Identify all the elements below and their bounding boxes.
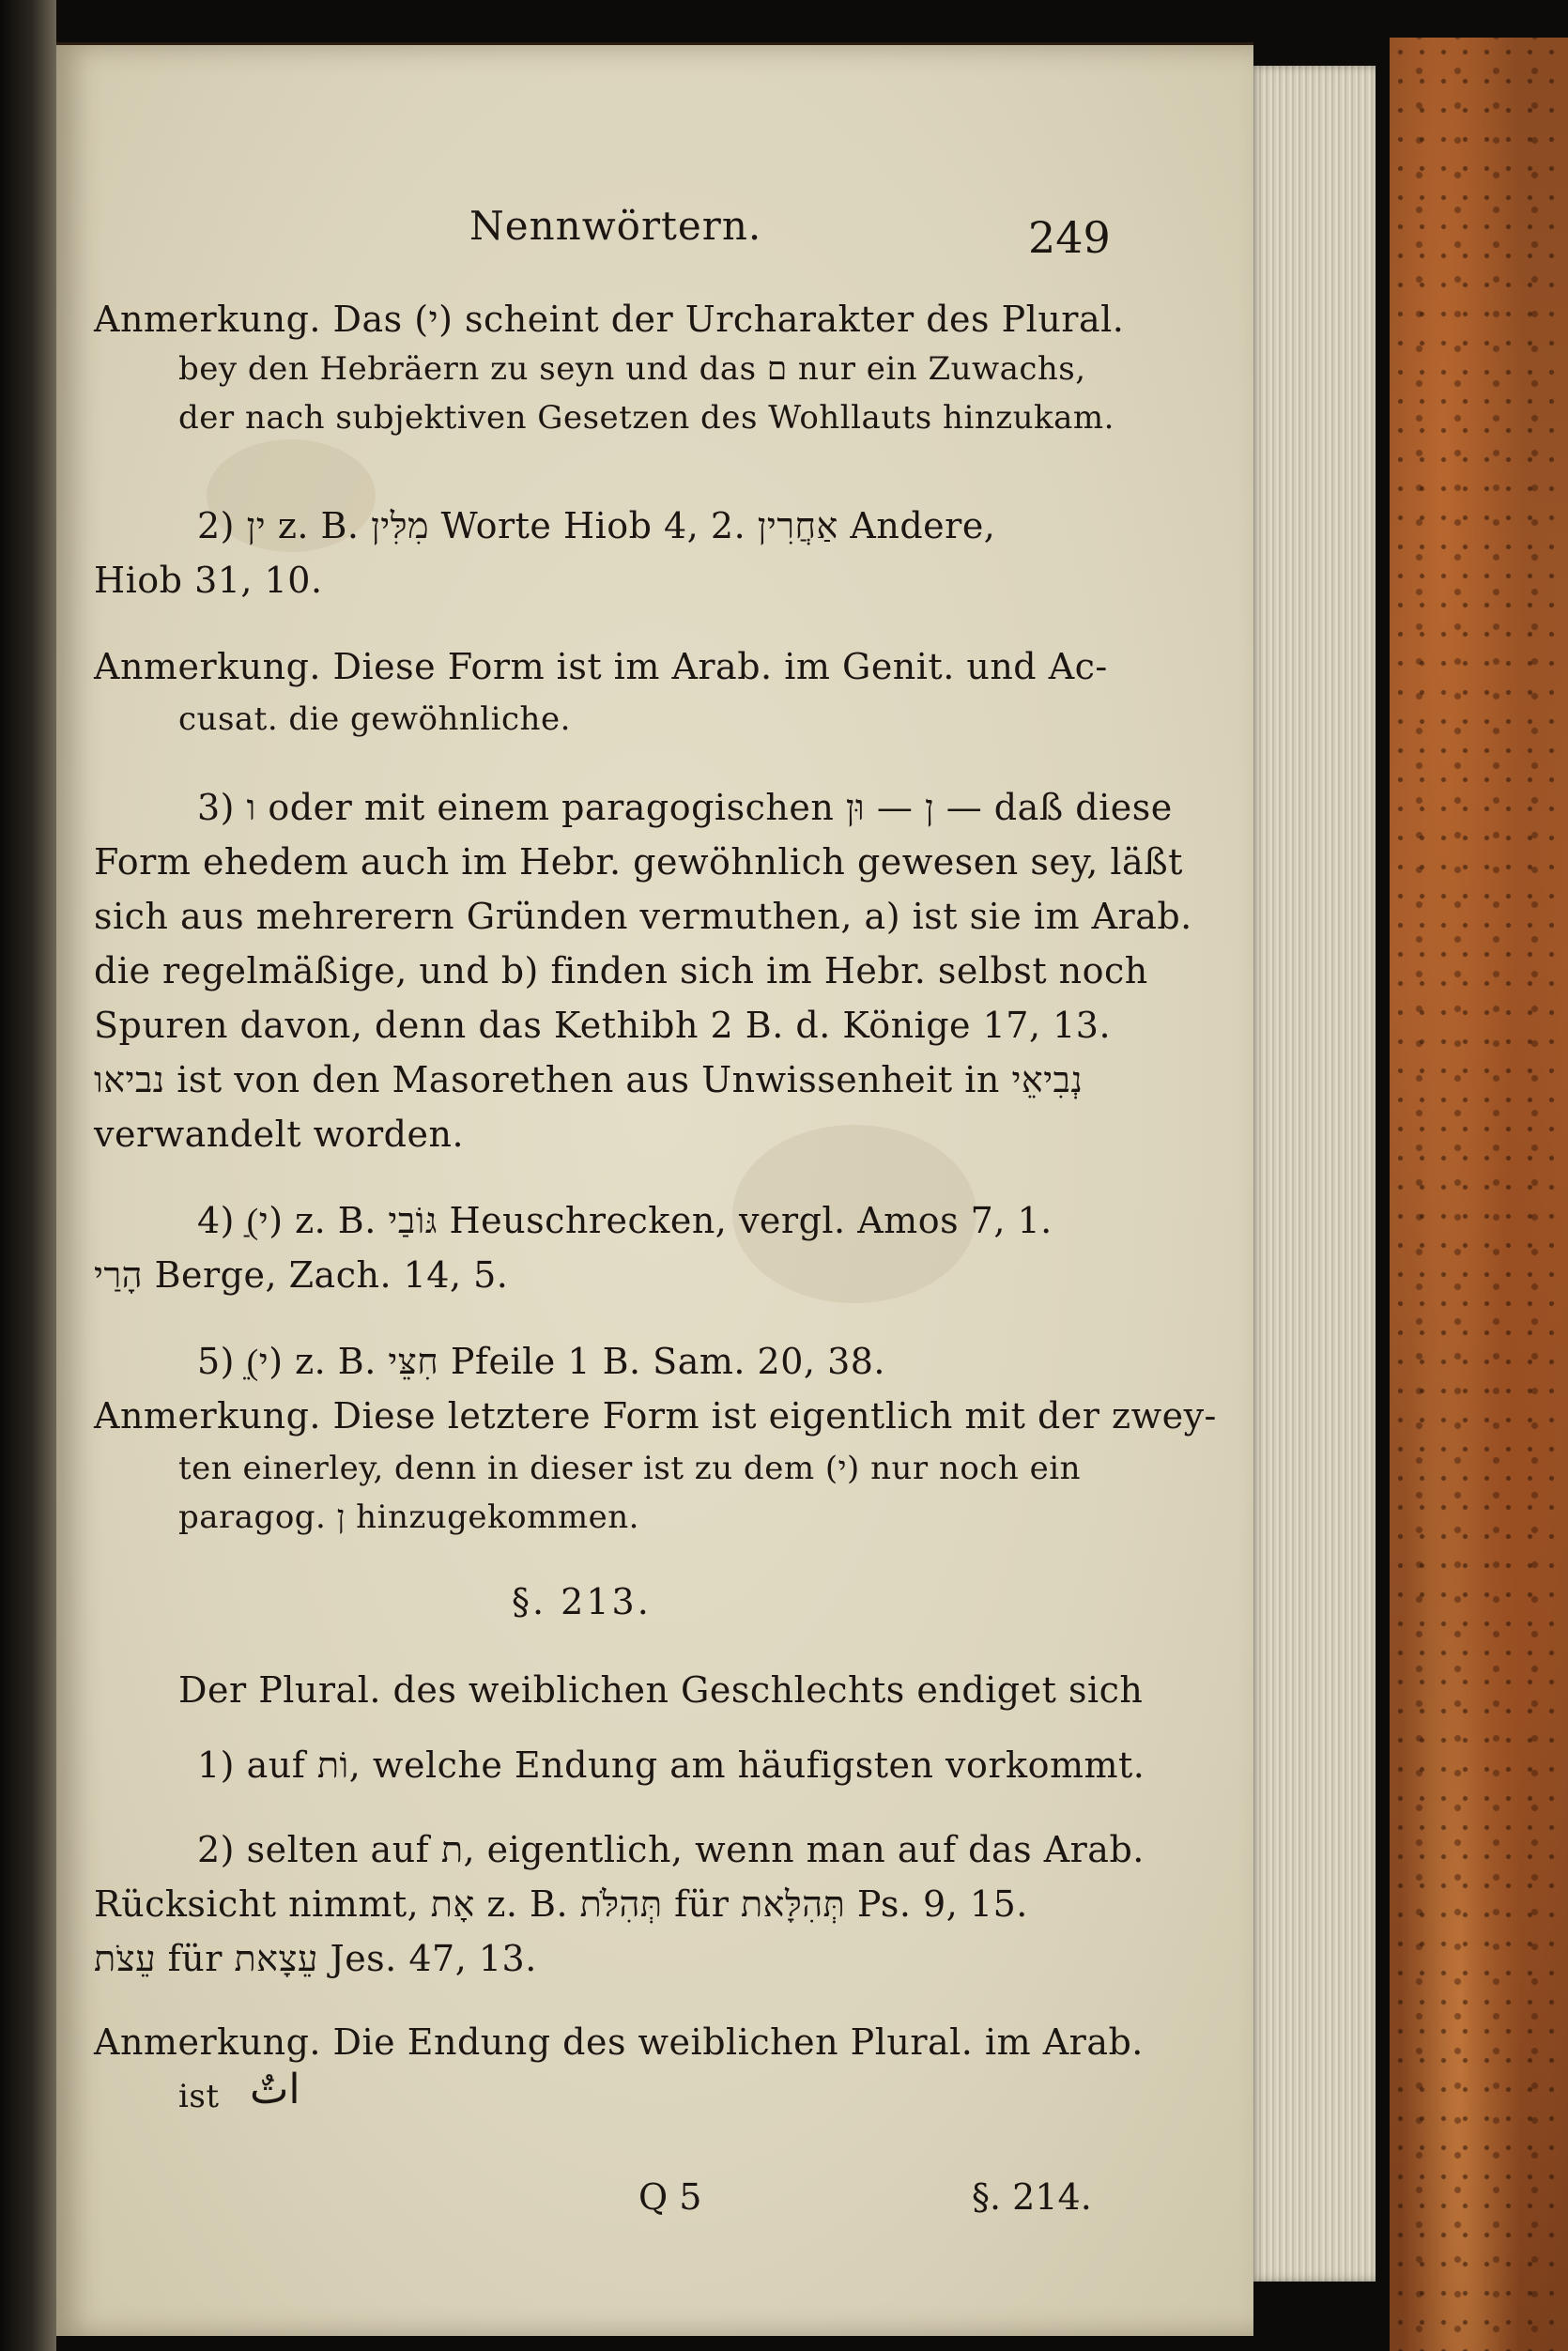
text-line: 4) (ַי) z. B. גּוֹבַי Heuschrecken, vergl. Amos 7, 1.: [197, 1200, 1053, 1241]
text-line: Anmerkung. Das (י) scheint der Urcharakter des Plural.: [94, 299, 1125, 340]
text-line: Rücksicht nimmt, אָת z. B. תְּהִלֹּת für תְּהִלָּאת Ps. 9, 15.: [94, 1883, 1028, 1925]
page-number: 249: [1028, 212, 1111, 263]
text-line: 2) ין z. B. מִלִּין Worte Hiob 4, 2. אַחֲרִין Andere,: [197, 505, 996, 546]
text-line: Anmerkung. Die Endung des weiblichen Plural. im Arab.: [94, 2021, 1144, 2063]
text-line: 2) selten auf ת, eigentlich, wenn man auf das Arab.: [197, 1829, 1145, 1870]
text-line: 5) (ֵי) z. B. חִצֵּי Pfeile 1 B. Sam. 20, 38.: [197, 1341, 886, 1382]
text-line: Form ehedem auch im Hebr. gewöhnlich gewesen sey, läßt: [94, 841, 1183, 883]
cover-texture: [1390, 38, 1568, 2351]
text-line: der nach subjektiven Gesetzen des Wohllauts hinzukam.: [178, 399, 1115, 437]
page-text: [56, 45, 1253, 2336]
text-line: cusat. die gewöhnliche.: [178, 700, 571, 738]
text-line: הָרַי Berge, Zach. 14, 5.: [94, 1254, 509, 1296]
arabic-ending: اتٌ: [250, 2066, 300, 2113]
text-line: 1) auf וֹת, welche Endung am häufigsten vorkommt.: [197, 1744, 1145, 1786]
text-line: Anmerkung. Diese letztere Form ist eigentlich mit der zwey-: [94, 1395, 1217, 1437]
gutter-shadow: [0, 0, 56, 2351]
text-line: עֵצֹת für עֵצָאת Jes. 47, 13.: [94, 1938, 537, 1979]
text-line: sich aus mehrerern Gründen vermuthen, a) ist sie im Arab.: [94, 896, 1192, 937]
page-block-edge: [1249, 66, 1376, 2282]
section-heading: §. 213.: [512, 1581, 652, 1622]
running-head: Nennwörtern.: [469, 203, 762, 249]
text-line: Der Plural. des weiblichen Geschlechts endiget sich: [178, 1669, 1144, 1711]
text-line: 3) ו oder mit einem paragogischen ן — וּן — daß diese: [197, 787, 1173, 828]
catchword: §. 214.: [972, 2176, 1092, 2218]
text-line: ten einerley, denn in dieser ist zu dem (י) nur noch ein: [178, 1450, 1081, 1487]
text-line: Hiob 31, 10.: [94, 560, 323, 601]
signature-mark: Q 5: [638, 2176, 702, 2218]
text-line: נביאו ist von den Masorethen aus Unwissenheit in נְבִיאֵי: [94, 1059, 1084, 1100]
text-line: Spuren davon, denn das Kethibh 2 B. d. Könige 17, 13.: [94, 1005, 1112, 1046]
text-line: verwandelt worden.: [94, 1114, 465, 1155]
book-page: [56, 42, 1253, 2336]
text-line: ist: [178, 2078, 220, 2115]
text-line: paragog. ן hinzugekommen.: [178, 1498, 639, 1536]
text-line: Anmerkung. Diese Form ist im Arab. im Genit. und Ac-: [94, 646, 1108, 687]
text-line: die regelmäßige, und b) finden sich im Hebr. selbst noch: [94, 950, 1148, 991]
text-line: bey den Hebräern zu seyn und das ם nur ein Zuwachs,: [178, 350, 1086, 388]
